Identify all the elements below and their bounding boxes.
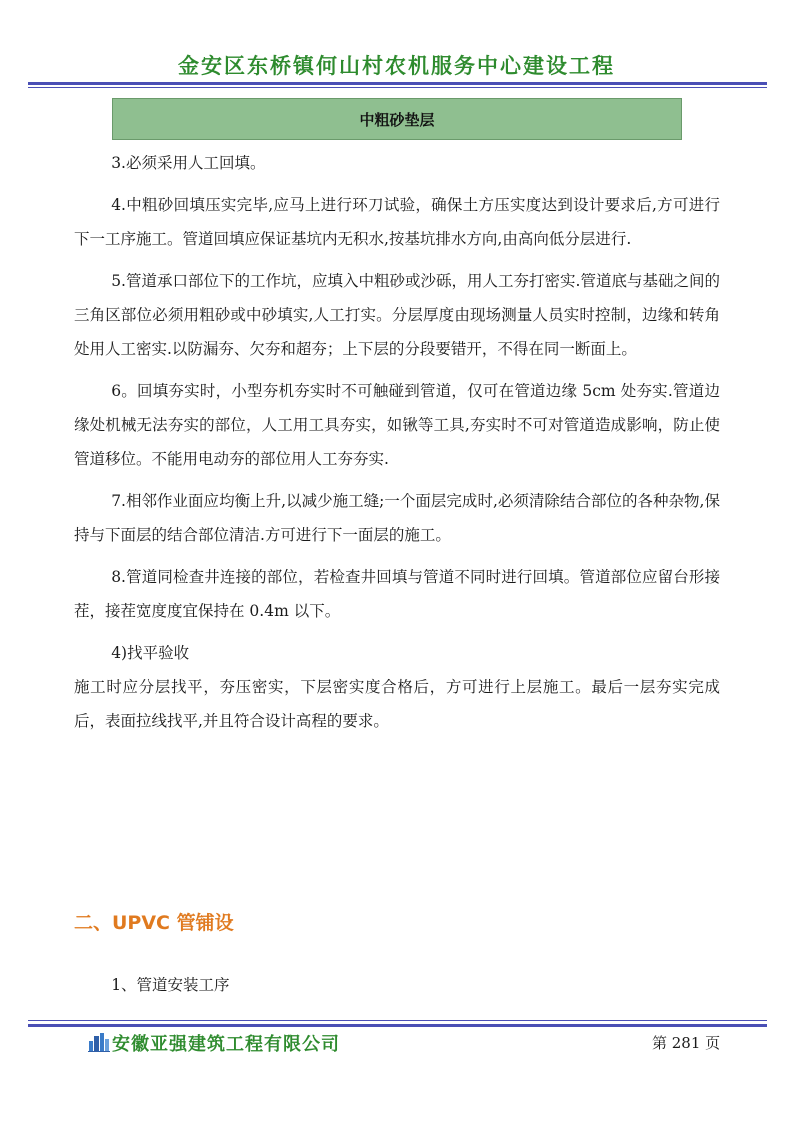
company-name: 安徽亚强建筑工程有限公司	[112, 1034, 340, 1055]
closing-paragraph: 施工时应分层找平，夯压密实，下层密实度合格后，方可进行上层施工。最后一层夯实完成后，表面拉线找平,并且符合设计高程的要求。	[74, 678, 720, 730]
paragraph-6: 6。回填夯实时，小型夯机夯实时不可触碰到管道，仅可在管道边缘 5cm 处夯实.管道边缘处机械无法夯实的部位，人工用工具夯实，如锹等工具,夯实时不可对管道造成影响，防止使管道移位。不能用电动夯的部位用人工夯夯实.	[74, 382, 720, 468]
building-logo-icon	[88, 1032, 110, 1052]
document-title: 金安区东桥镇何山村农机服务中心建设工程	[178, 54, 615, 78]
paragraph-3: 3.必须采用人工回填。	[111, 154, 266, 172]
header-rule-thin	[28, 87, 767, 88]
paragraph-7: 7.相邻作业面应均衡上升,以减少施工缝;一个面层完成时,必须清除结合部位的各种杂物,保持与下面层的结合部位清洁.方可进行下一面层的施工。	[74, 492, 720, 544]
paragraph-8: 8.管道同检查井连接的部位，若检查井回填与管道不同时进行回填。管道部位应留台形接茬，接茬宽度度宜保持在 0.4m 以下。	[74, 568, 720, 620]
footer-rule-thin	[28, 1020, 767, 1021]
sub-item: 1、管道安装工序	[111, 976, 230, 994]
header-rule-thick	[28, 82, 767, 85]
paragraph-4: 4.中粗砂回填压实完毕,应马上进行环刀试验，确保土方压实度达到设计要求后,方可进行下一工序施工。管道回填应保证基坑内无积水,按基坑排水方向,由高向低分层进行.	[74, 196, 720, 248]
page-number: 第 281 页	[652, 1034, 721, 1052]
footer-rule-thick	[28, 1024, 767, 1027]
subsection-label: 4)找平验收	[111, 644, 190, 662]
body-text	[74, 146, 720, 738]
section-heading: 二、UPVC 管铺设	[74, 912, 234, 934]
paragraph-5: 5.管道承口部位下的工作坑，应填入中粗砂或沙砾，用人工夯打密实.管道底与基础之间的三角区部位必须用粗砂或中砂填实,人工打实。分层厚度由现场测量人员实时控制，边缘和转角处用人工密实.以防漏夯、欠夯和超夯；上下层的分段要错开，不得在同一断面上。	[74, 272, 720, 358]
section-banner: 中粗砂垫层	[112, 98, 682, 140]
